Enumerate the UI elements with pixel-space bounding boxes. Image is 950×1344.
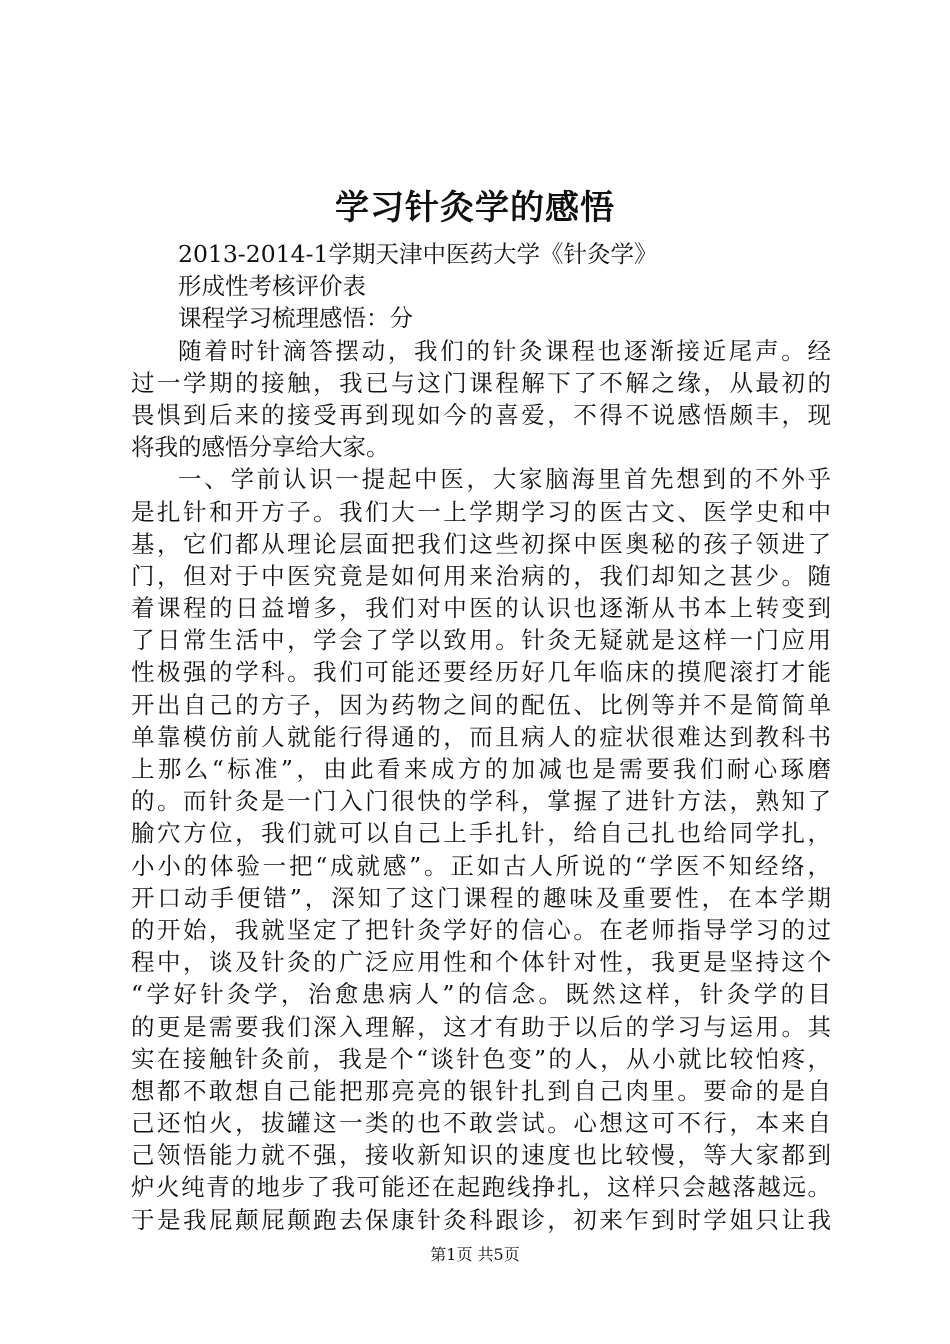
paragraph-line: 过一学期的接触，我已与这门课程解下了不解之缘，从最初的 — [131, 368, 831, 397]
paragraph-line: 门，但对于中医究竟是如何用来治病的，我们却知之甚少。随 — [131, 561, 831, 590]
paragraph-line: 腧穴方位，我们就可以自己上手扎针，给自己扎也给同学扎， — [131, 819, 831, 848]
document-body — [131, 238, 831, 1236]
header-line: 课程学习梳理感悟：分 — [178, 304, 413, 333]
paragraph-line: 畏惧到后来的接受再到现如今的喜爱，不得不说感悟颇丰，现 — [131, 400, 831, 429]
paragraph-line: 程中，谈及针灸的广泛应用性和个体针对性，我更是坚持这个 — [131, 948, 831, 977]
paragraph-line: 小小的体验一把“成就感”。正如古人所说的“学医不知经络， — [131, 851, 831, 880]
paragraph-line: 己还怕火，拔罐这一类的也不敢尝试。心想这可不行，本来自 — [131, 1109, 831, 1138]
paragraph-line: “学好针灸学，治愈患病人”的信念。既然这样，针灸学的目 — [131, 980, 831, 1009]
paragraph-line: 是扎针和开方子。我们大一上学期学习的医古文、医学史和中 — [131, 497, 831, 526]
paragraph-line: 基，它们都从理论层面把我们这些初探中医奥秘的孩子领进了 — [131, 529, 831, 558]
paragraph-line: 了日常生活中，学会了学以致用。针灸无疑就是这样一门应用 — [131, 626, 831, 655]
paragraph-line: 的开始，我就坚定了把针灸学好的信心。在老师指导学习的过 — [131, 915, 831, 944]
header-line: 形成性考核评价表 — [178, 272, 366, 301]
paragraph-line: 性极强的学科。我们可能还要经历好几年临床的摸爬滚打才能 — [131, 658, 831, 687]
header-line: 2013-2014-1学期天津中医药大学《针灸学》 — [178, 240, 658, 268]
paragraph-line: 的。而针灸是一门入门很快的学科，掌握了进针方法，熟知了 — [131, 787, 831, 816]
paragraph-line: 实在接触针灸前，我是个“谈针色变”的人，从小就比较怕疼， — [131, 1044, 831, 1073]
paragraph-line: 的更是需要我们深入理解，这才有助于以后的学习与运用。其 — [131, 1012, 831, 1041]
paragraph-line: 随着时针滴答摆动，我们的针灸课程也逐渐接近尾声。经 — [178, 336, 831, 365]
paragraph-line: 炉火纯青的地步了我可能还在起跑线挣扎，这样只会越落越远。 — [131, 1173, 831, 1202]
paragraph-line: 于是我屁颠屁颠跑去保康针灸科跟诊，初来乍到时学姐只让我 — [131, 1205, 831, 1234]
paragraph-line: 单靠模仿前人就能行得通的，而且病人的症状很难达到教科书 — [131, 722, 831, 751]
paragraph-line: 着课程的日益增多，我们对中医的认识也逐渐从书本上转变到 — [131, 594, 831, 623]
paragraph-line: 己领悟能力就不强，接收新知识的速度也比较慢，等大家都到 — [131, 1141, 831, 1170]
paragraph-line: 上那么“标准”，由此看来成方的加减也是需要我们耐心琢磨 — [131, 755, 831, 783]
page-number-footer: 第1页 共5页 — [430, 1245, 520, 1264]
paragraph-line: 想都不敢想自己能把那亮亮的银针扎到自己肉里。要命的是自 — [131, 1076, 831, 1105]
paragraph-line: 将我的感悟分享给大家。 — [131, 433, 390, 462]
document-title: 学习针灸学的感悟 — [335, 188, 615, 228]
paragraph-line: 一、学前认识一提起中医，大家脑海里首先想到的不外乎 — [178, 465, 831, 494]
paragraph-line: 开口动手便错”，深知了这门课程的趣味及重要性，在本学期 — [131, 883, 831, 912]
paragraph-line: 开出自己的方子，因为药物之间的配伍、比例等并不是简简单 — [131, 690, 831, 719]
